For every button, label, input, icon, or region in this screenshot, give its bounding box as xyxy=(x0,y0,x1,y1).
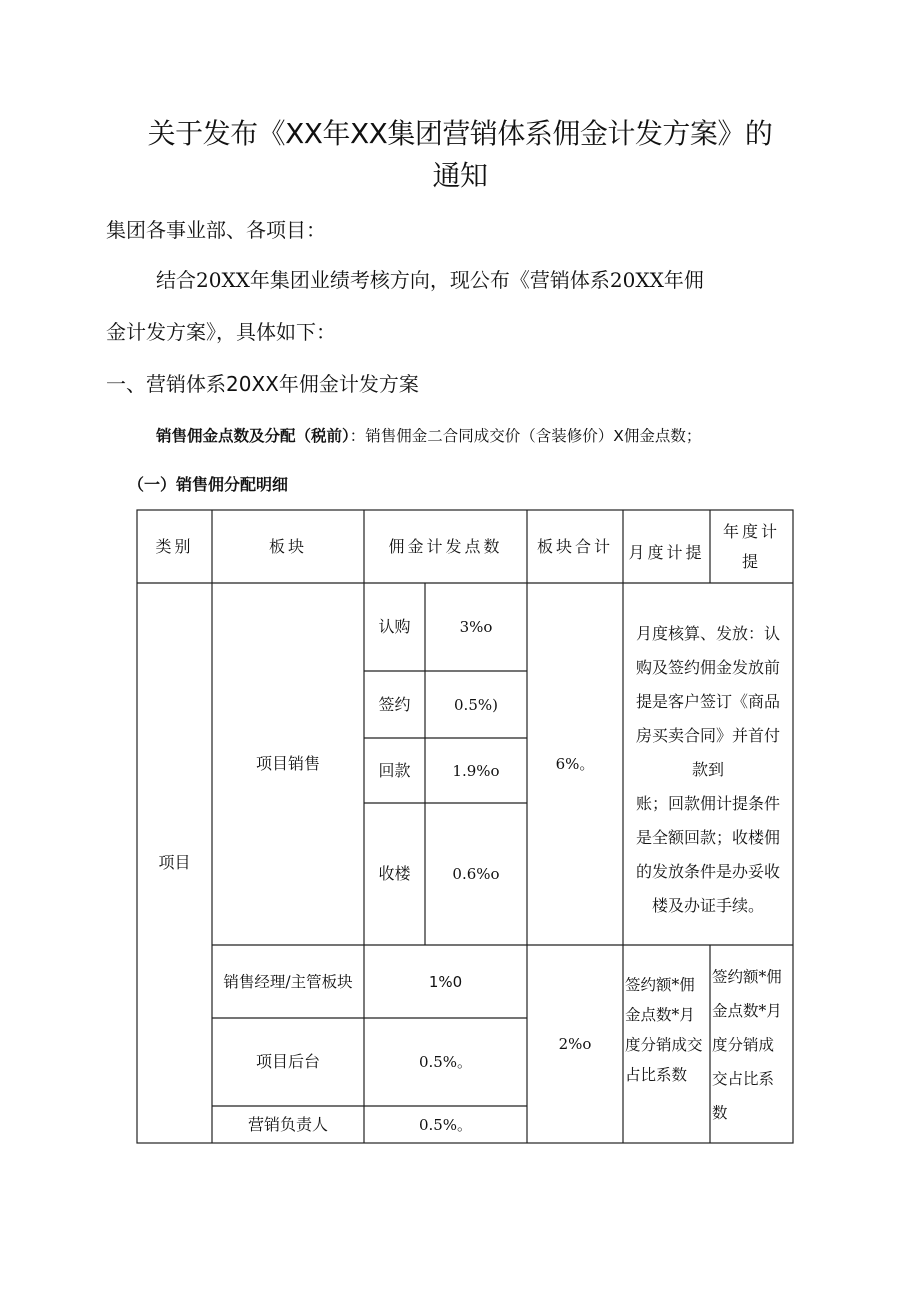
item-points: 1.9%o xyxy=(452,761,500,780)
monthly-line: 签约额*佣 xyxy=(625,976,695,994)
item-name: 回款 xyxy=(378,760,411,780)
header-monthly: 月度计提 xyxy=(628,542,705,562)
yearly-line: 度分销成 xyxy=(712,1036,775,1054)
item-name: 收楼 xyxy=(378,864,411,883)
project-sales-total: 6%。 xyxy=(555,755,595,773)
yearly-line: 签约额*佣 xyxy=(712,968,782,986)
addressee: 集团各事业部、各项目： xyxy=(106,218,326,242)
header-yearly-line1: 年度计 xyxy=(722,521,780,541)
category-cell: 项目 xyxy=(158,853,191,872)
note-line: 账；回款佣计提条件 xyxy=(635,794,780,813)
header-block-total: 板块合计 xyxy=(536,536,613,556)
block-marketing-head: 营销负责人 xyxy=(247,1114,328,1134)
management-monthly xyxy=(625,970,710,1120)
note-line: 月度核算、发放：认 xyxy=(635,624,780,643)
note-line: 房买卖合同》并首付 xyxy=(635,726,780,745)
project-backoffice-points: 0.5%。 xyxy=(418,1053,473,1071)
sales-manager-points: 1%0 xyxy=(428,972,463,991)
note-line: 款到 xyxy=(691,760,724,779)
yearly-line: 金点数*月 xyxy=(712,1002,782,1020)
header-block: 板块 xyxy=(268,536,307,556)
intro-line-1: 结合20XX年集团业绩考核方向，现公布《营销体系20XX年佣 xyxy=(156,268,704,292)
item-points: 0.6%o xyxy=(452,865,500,883)
monthly-line: 金点数*月 xyxy=(625,1006,695,1024)
commission-formula xyxy=(156,424,701,448)
document-title: 关于发布《XX年XX集团营销体系佣金计发方案》的 xyxy=(147,117,773,150)
header-yearly-line2: 提 xyxy=(741,551,761,571)
block-project-backoffice: 项目后台 xyxy=(255,1052,320,1071)
item-points: 0.5%) xyxy=(454,695,498,714)
document-title-line2: 通知 xyxy=(432,159,488,192)
item-name: 签约 xyxy=(378,694,411,714)
block-sales-manager: 销售经理/主管板块 xyxy=(223,972,353,991)
note-line: 楼及办证手续。 xyxy=(651,896,764,915)
yearly-line: 交占比系 xyxy=(712,1070,775,1088)
project-sales-note xyxy=(623,610,793,930)
note-line: 的发放条件是办妥收 xyxy=(635,862,780,881)
monthly-line: 占比系数 xyxy=(625,1066,688,1084)
management-total: 2%o xyxy=(558,1035,592,1053)
management-yearly xyxy=(712,960,793,1135)
header-yearly xyxy=(710,510,793,583)
marketing-head-points: 0.5%。 xyxy=(418,1115,473,1134)
header-category: 类别 xyxy=(155,536,194,556)
note-line: 是全额回款；收楼佣 xyxy=(635,828,780,847)
note-line: 提是客户签订《商品 xyxy=(635,692,780,711)
formula-text: ：销售佣金二合同成交价（含装修价）X佣金点数； xyxy=(349,427,702,445)
item-name: 认购 xyxy=(378,617,411,636)
subsection-heading: （一）销售佣分配明细 xyxy=(128,475,289,494)
note-line: 购及签约佣金发放前 xyxy=(635,658,780,677)
block-project-sales: 项目销售 xyxy=(255,754,320,773)
yearly-line: 数 xyxy=(712,1104,728,1122)
intro-line-2: 金计发方案》，具体如下： xyxy=(106,320,336,344)
section-heading: 一、营销体系20XX年佣金计发方案 xyxy=(106,372,419,396)
item-points: 3%o xyxy=(459,618,493,636)
formula-label: 销售佣金点数及分配（税前） xyxy=(156,427,350,445)
header-points: 佣金计发点数 xyxy=(388,536,503,556)
monthly-line: 度分销成交 xyxy=(625,1036,703,1054)
